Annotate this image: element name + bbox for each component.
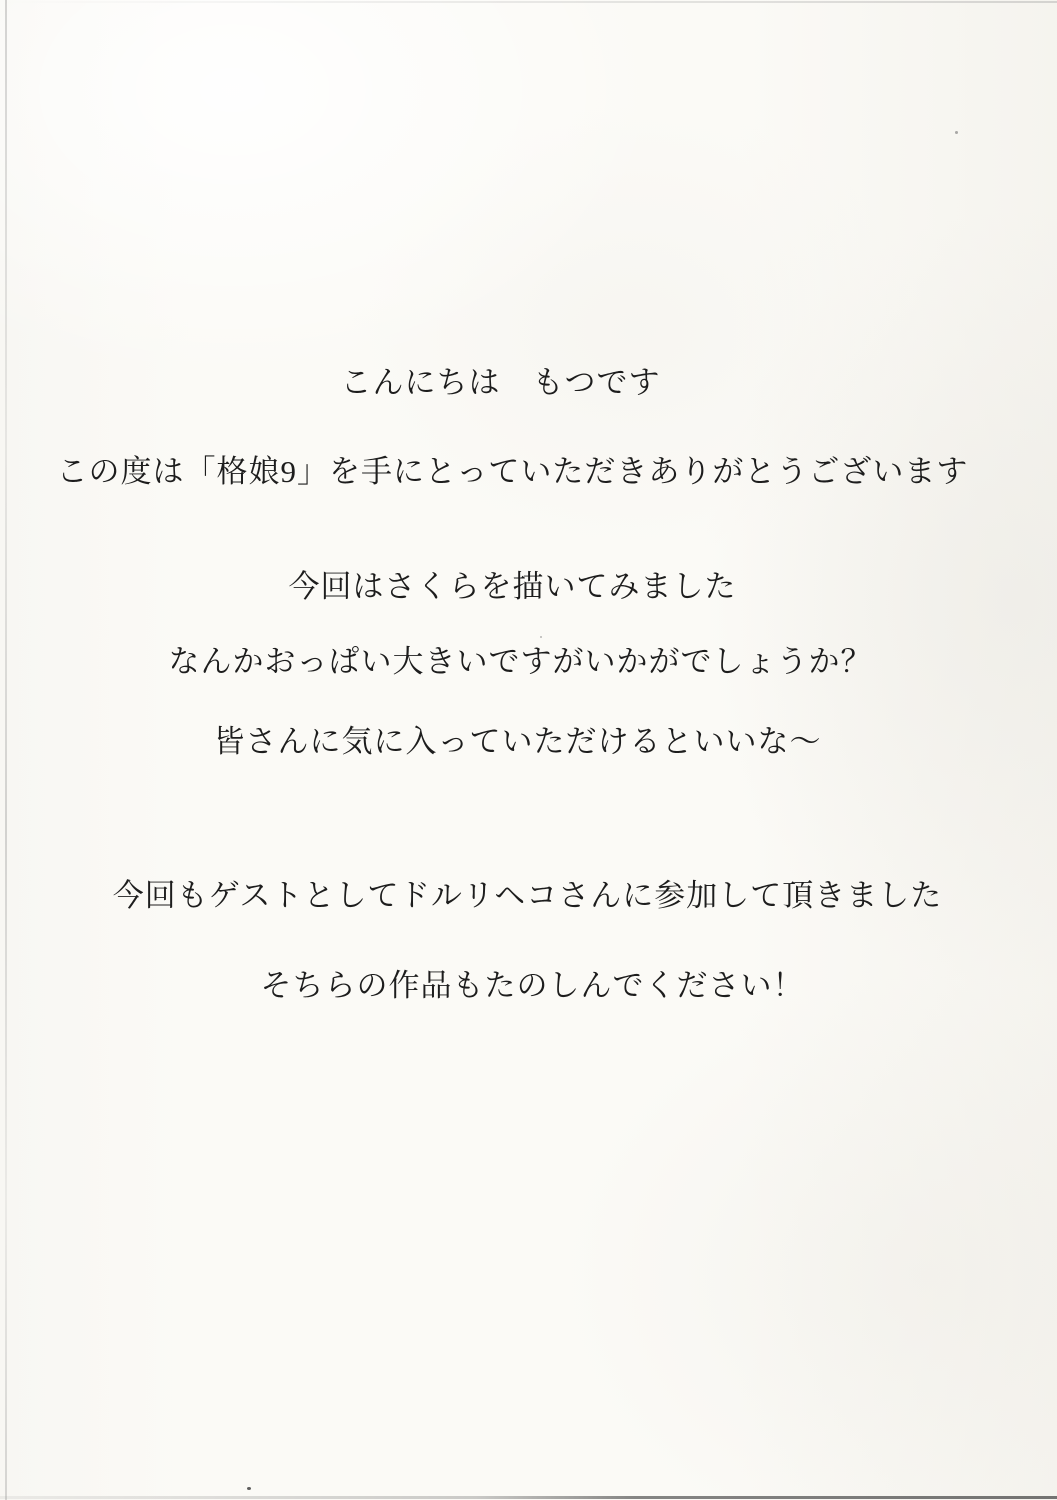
- subject-line: 今回はさくらを描いてみました: [288, 569, 737, 604]
- comment-line: なんかおっぱい大きいですがいかがでしょうか？: [168, 644, 873, 679]
- scan-edge-left-line: [5, 0, 7, 1500]
- scan-edge-top-line: [0, 1, 1057, 3]
- paper-speck: [540, 636, 542, 638]
- hope-line: 皆さんに気に入っていただけるといいな～: [213, 724, 822, 759]
- closing-line: そちらの作品もたのしんでください！: [260, 968, 805, 1003]
- greeting-line: こんにちは もつです: [340, 365, 661, 400]
- paper-speck: [247, 1487, 251, 1490]
- thanks-line: この度は「格娘9」を手にとっていただきありがとうございます: [56, 454, 969, 489]
- scan-edge-bottom-line: [0, 1496, 1057, 1499]
- guest-line: 今回もゲストとしてドルリヘコさんに参加して頂きました: [112, 878, 943, 913]
- paper-speck: [955, 131, 958, 134]
